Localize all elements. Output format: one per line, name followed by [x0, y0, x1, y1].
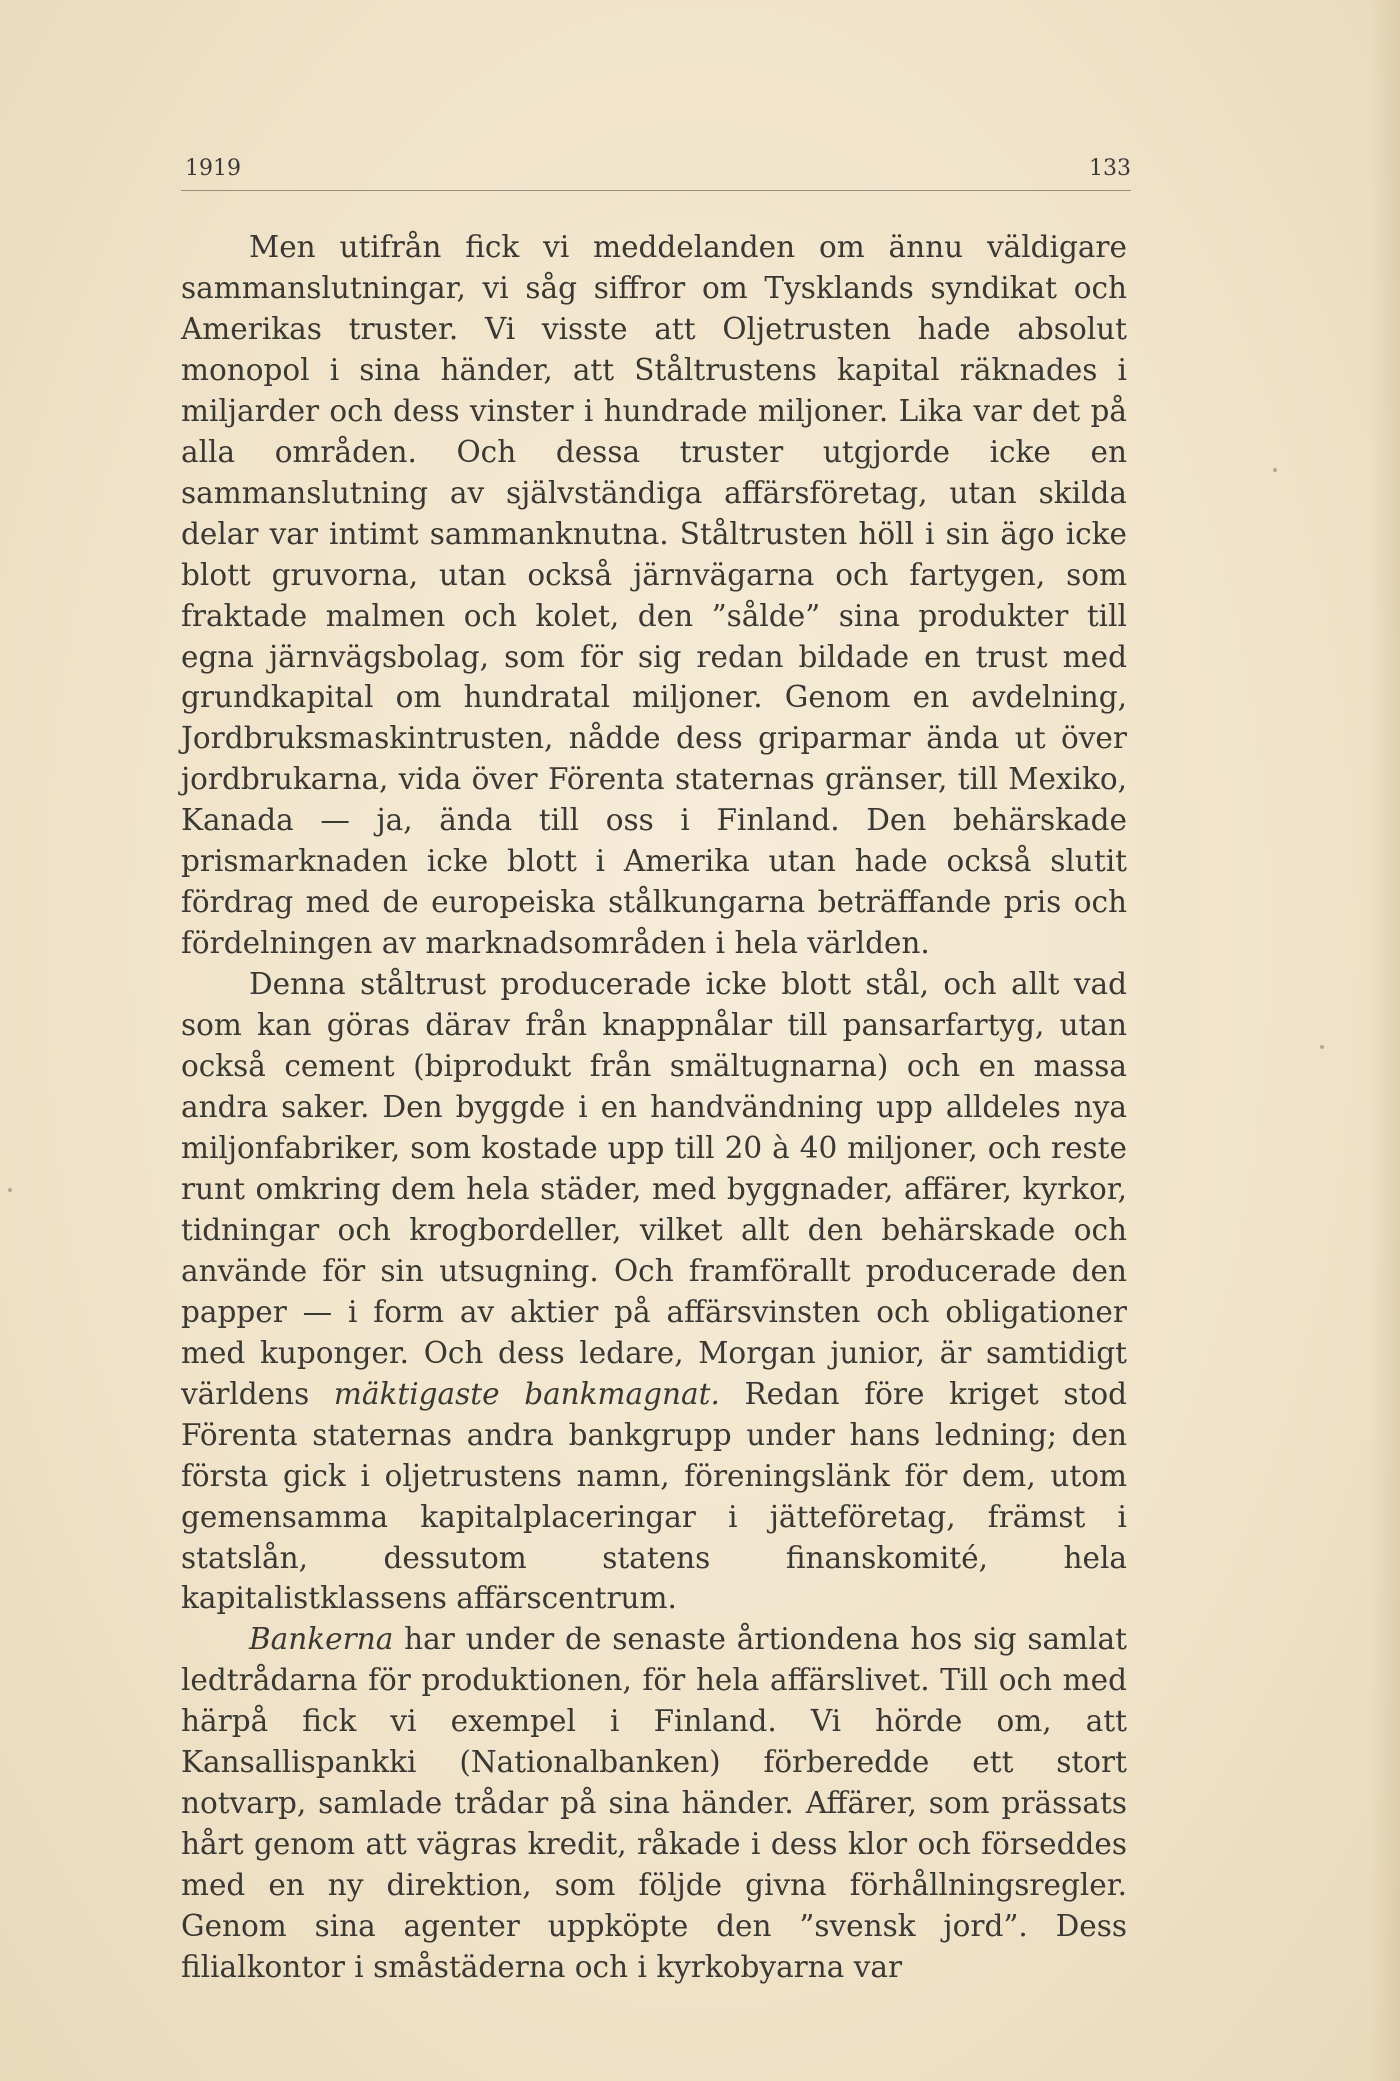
paragraph-1-text: Men utifrån fick vi meddelanden om ännu väldigare sammanslutningar, vi såg siffror om Tysklands syndikat och Amerikas truster. Vi visste att Oljetrusten hade absolut monopol i sina händer, att Ståltrustens kapital räknades i miljarder och dess vinster i hundrade miljoner. Lika var det på alla områden. Och dessa truster utgjorde icke en sammanslutning av självständiga affärsföretag, utan skilda delar var intimt sammanknutna. Ståltrusten höll i sin ägo icke blott gruvorna, utan också järnvägarna och fartygen, som fraktade malmen och kolet, den ”sålde” sina produkter till egna järnvägsbolag, som för sig redan bildade en trust med grundkapital om hundratal miljoner. Genom en avdelning, Jordbruksmaskintrusten, nådde dess griparmar ända ut över jordbrukarna, vida över Förenta staternas gränser, till Mexiko, Kanada — ja, ända till oss i Finland. Den behärskade prismarknaden icke blott i Amerika utan hade också slutit fördrag med de europeiska stålkungarna beträffande pris och fördelningen av marknadsområden i hela världen.	[181, 230, 1127, 961]
page-number: 133	[1089, 156, 1131, 181]
paragraph-3-emphasis: Bankerna	[249, 1622, 394, 1657]
paper-speck	[8, 1188, 12, 1192]
paragraph-3-text-after: har under de senaste årtiondena hos sig samlat ledtrådarna för produktionen, för hela affärslivet. Till och med härpå fick vi exempel i Finland. Vi hörde om, att Kansallispankki (Nationalbanken) förberedde ett stort notvarp, samlade trådar på sina händer. Affärer, som prässats hårt genom att vägras kredit, råkade i dess klor och förseddes med en ny direktion, som följde givna förhållningsregler. Genom sina agenter uppköpte den ”svensk jord”. Dess filialkontor i småstäderna och i kyrkobyarna var	[181, 1622, 1127, 1985]
paragraph-2	[181, 964, 1127, 1619]
paragraph-3	[181, 1619, 1127, 1988]
running-header	[181, 152, 1131, 191]
body-text	[181, 227, 1127, 1988]
paper-speck	[1273, 468, 1277, 472]
paragraph-2-text-after: Redan före kriget stod Förenta staternas andra bankgrupp under hans ledning; den första gick i oljetrustens namn, föreningslänk för dem, utom gemensamma kapitalplaceringar i jätteföretag, främst i statslån, dessutom statens finanskomité, hela kapitalistklassens affärscentrum.	[181, 1376, 1128, 1616]
paper-speck	[1320, 1045, 1324, 1049]
header-year: 1919	[185, 156, 241, 181]
paragraph-2-emphasis: mäktigaste bankmagnat.	[333, 1376, 720, 1411]
paragraph-2-text-before: Denna ståltrust producerade icke blott stål, och allt vad som kan göras därav från knappnålar till pansarfartyg, utan också cement (biprodukt från smältugnarna) och en massa andra saker. Den byggde i en handvändning upp alldeles nya miljonfabriker, som kostade upp till 20 à 40 miljoner, och reste runt omkring dem hela städer, med byggnader, affärer, kyrkor, tidningar och krogbordeller, vilket allt den behärskade och använde för sin utsugning. Och framförallt producerade den papper — i form av aktier på affärsvinsten och obligationer med kuponger. Och dess ledare, Morgan junior, är samtidigt världens	[181, 967, 1127, 1411]
paragraph-1	[181, 227, 1127, 964]
